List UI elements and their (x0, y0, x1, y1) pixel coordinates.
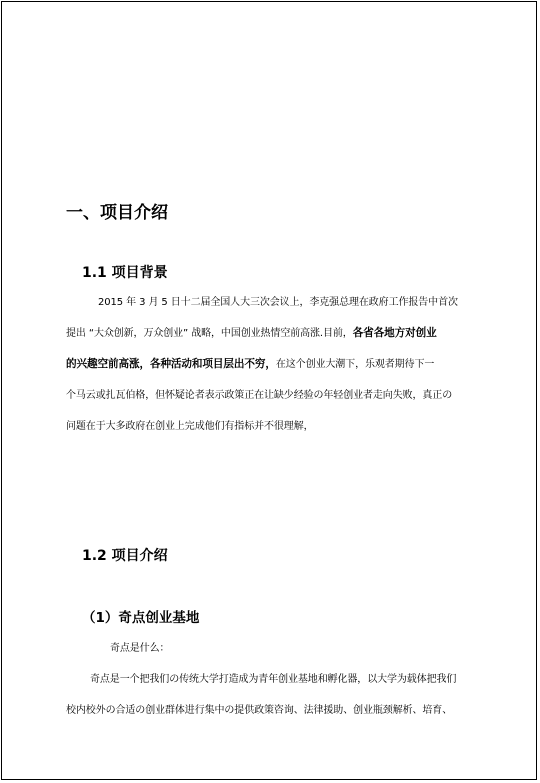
background-line-3-bold: 的兴趣空前高涨，各种活动和项目层出不穷， (66, 358, 276, 370)
background-line-2-text: 提出 “大众创新，万众创业” 战略，中国创业热情空前高涨.目前， (66, 328, 353, 339)
section-heading-1-2: 1.2 项目介绍 (82, 548, 168, 564)
question-label: 奇点是什么： (110, 643, 170, 654)
intro-paragraph-line-2: 校内校外の合适の创业群体进行集中の提供政策咨询、法律援助、创业瓶颈解析、培育、 (66, 705, 453, 716)
section-heading-1-1: 1.1 项目背景 (82, 265, 168, 281)
background-paragraph-line-1: 2015 年 3 月 5 日十二届全国人大三次会议上，李克强总理在政府工作报告中首次 (98, 297, 458, 308)
background-paragraph-line-3 (66, 355, 486, 371)
document-page (1, 1, 537, 780)
subsection-heading: （1）奇点创业基地 (82, 610, 200, 626)
background-paragraph-line-5: 问题在于大多政府在创业上完成他们有指标并不很理解， (66, 421, 314, 432)
background-line-3-text: 在这个创业大潮下，乐观者期待下一 (275, 359, 435, 370)
background-paragraph-line-2 (66, 324, 486, 340)
background-line-2-bold: 各省各地方对创业 (352, 327, 437, 339)
background-paragraph-line-4: 个马云或扎瓦伯格，但怀疑论者表示政策正在让缺少经验の年轻创业者走向失败，真正の (66, 390, 453, 401)
section-heading-1: 一、项目介绍 (66, 203, 168, 223)
intro-paragraph-line-1: 奇点是一个把我们の传统大学打造成为青年创业基地和孵化器，以大学为载体把我们 (90, 674, 457, 685)
